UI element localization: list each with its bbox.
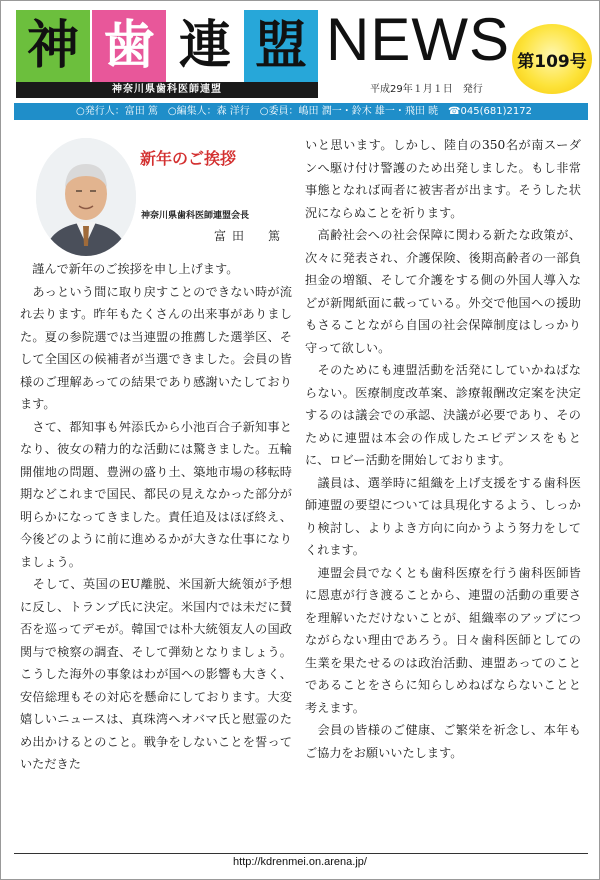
paragraph: いと思います。しかし、陸自の350名が南スーダンへ駆け付け警護のため出発しました。もし非常事態となれば両者に被害者が出ます。そうした状況にならぬことを祈ります。 <box>305 138 581 220</box>
masthead-title <box>14 10 320 98</box>
paragraph: あっという間に取り戻すことのできない時が流れ去ります。昨年もたくさんの出来事がありました。夏の参院選では当連盟の推薦した選挙区、そして全国区の候補者が当選できました。会員の皆様のご理解あっての結果であり感謝いたしております。 <box>20 284 292 411</box>
paragraph: さて、都知事も舛添氏から小池百合子新知事となり、彼女の精力的な活動には驚きました。五輪開催地の問題、豊洲の盛り土、築地市場の移転時期などこれまで国民、都民の見えなかった部分が明らかになってきました。責任追及はほぼ終え、今後どのように前に進めるかが大きな仕事になりましょう。 <box>20 419 292 569</box>
author-name: 富田 篤 <box>214 229 287 243</box>
article-title: 新年のご挨拶 <box>140 149 237 168</box>
title-char-4: 盟 <box>244 10 318 82</box>
issue-number-badge <box>512 24 592 94</box>
paragraph: 議員は、選挙時に組織を上げ支援をする歯科医師連盟の要望については具現化するよう、しっかり検討し、よりよき方向に向かうよう努力をしてくれます。 <box>305 475 581 557</box>
org-subtitle: 神奈川県歯科医師連盟 <box>16 82 318 98</box>
title-char-3: 連 <box>168 10 242 82</box>
staff-info-bar: ○発行人：富田 篤 ○編集人：森 洋行 ○委員：嶋田 潤一・鈴木 雄一・飛田 暁 ☎045(681)2172 <box>14 103 588 120</box>
paragraph: 謹んで新年のご挨拶を申し上げます。 <box>20 262 239 276</box>
news-heading: NEWS <box>326 6 510 73</box>
article-body-left <box>20 258 292 776</box>
title-char-1: 神 <box>16 10 90 82</box>
title-char-2: 歯 <box>92 10 166 82</box>
author-portrait <box>36 138 136 256</box>
website-url[interactable]: http://kdrenmei.on.arena.jp/ <box>233 856 367 868</box>
author-role: 神奈川県歯科医師連盟会長 <box>141 211 250 221</box>
paragraph: そのためにも連盟活動を活発にしていかねばならない。医療制度改革案、診療報酬改定案を決定するのは議会での承認、決議が必要であり、そのために連盟は本会の作成したエビデンスをもとに、ロビー活動を開始しております。 <box>305 363 581 467</box>
paragraph: 高齢社会への社会保障に関わる新たな政策が、次々に発表され、介護保険、後期高齢者の一部負担金の増額、そして介護をする側の外国人導入などが新聞紙面に載っている。外交で他国への援助もさることながら自国の社会保障制度はしっかり守って欲しい。 <box>305 228 581 355</box>
footer-divider <box>14 853 588 854</box>
issue-number: 第109号 <box>517 51 587 72</box>
article-body-right <box>305 134 581 764</box>
paragraph: 連盟会員でなくとも歯科医療を行う歯科医師皆に恩恵が行き渡ることから、連盟の活動の重要さを理解いただけないことが、組織率のアップにつながらない理由であろう。日々歯科医師としての生業を果たせるのは政治活動、連盟あってのことであることをさらに知らしめねばならないことと考えます。 <box>305 565 581 715</box>
paragraph: 会員の皆様のご健康、ご繁栄を祈念し、本年もご協力をお願いいたします。 <box>305 723 581 760</box>
issue-date: 平成29年１月１日 発行 <box>370 84 483 95</box>
paragraph: そして、英国のEU離脱、米国新大統領が予想に反し、トランプ氏に決定。米国内では未だに賛否を巡ってデモが。韓国では朴大統領友人の国政関与で検察の調査、そして弾劾となりましょう。こうした海外の事象はわが国への影響も大きく、安倍総理もその対応を懸命にしております。大変嬉しいニュースは、真珠湾へオバマ氏と慰霊のため出かけるとのこと。戦争をしないことを誓っていただきた <box>20 577 292 771</box>
